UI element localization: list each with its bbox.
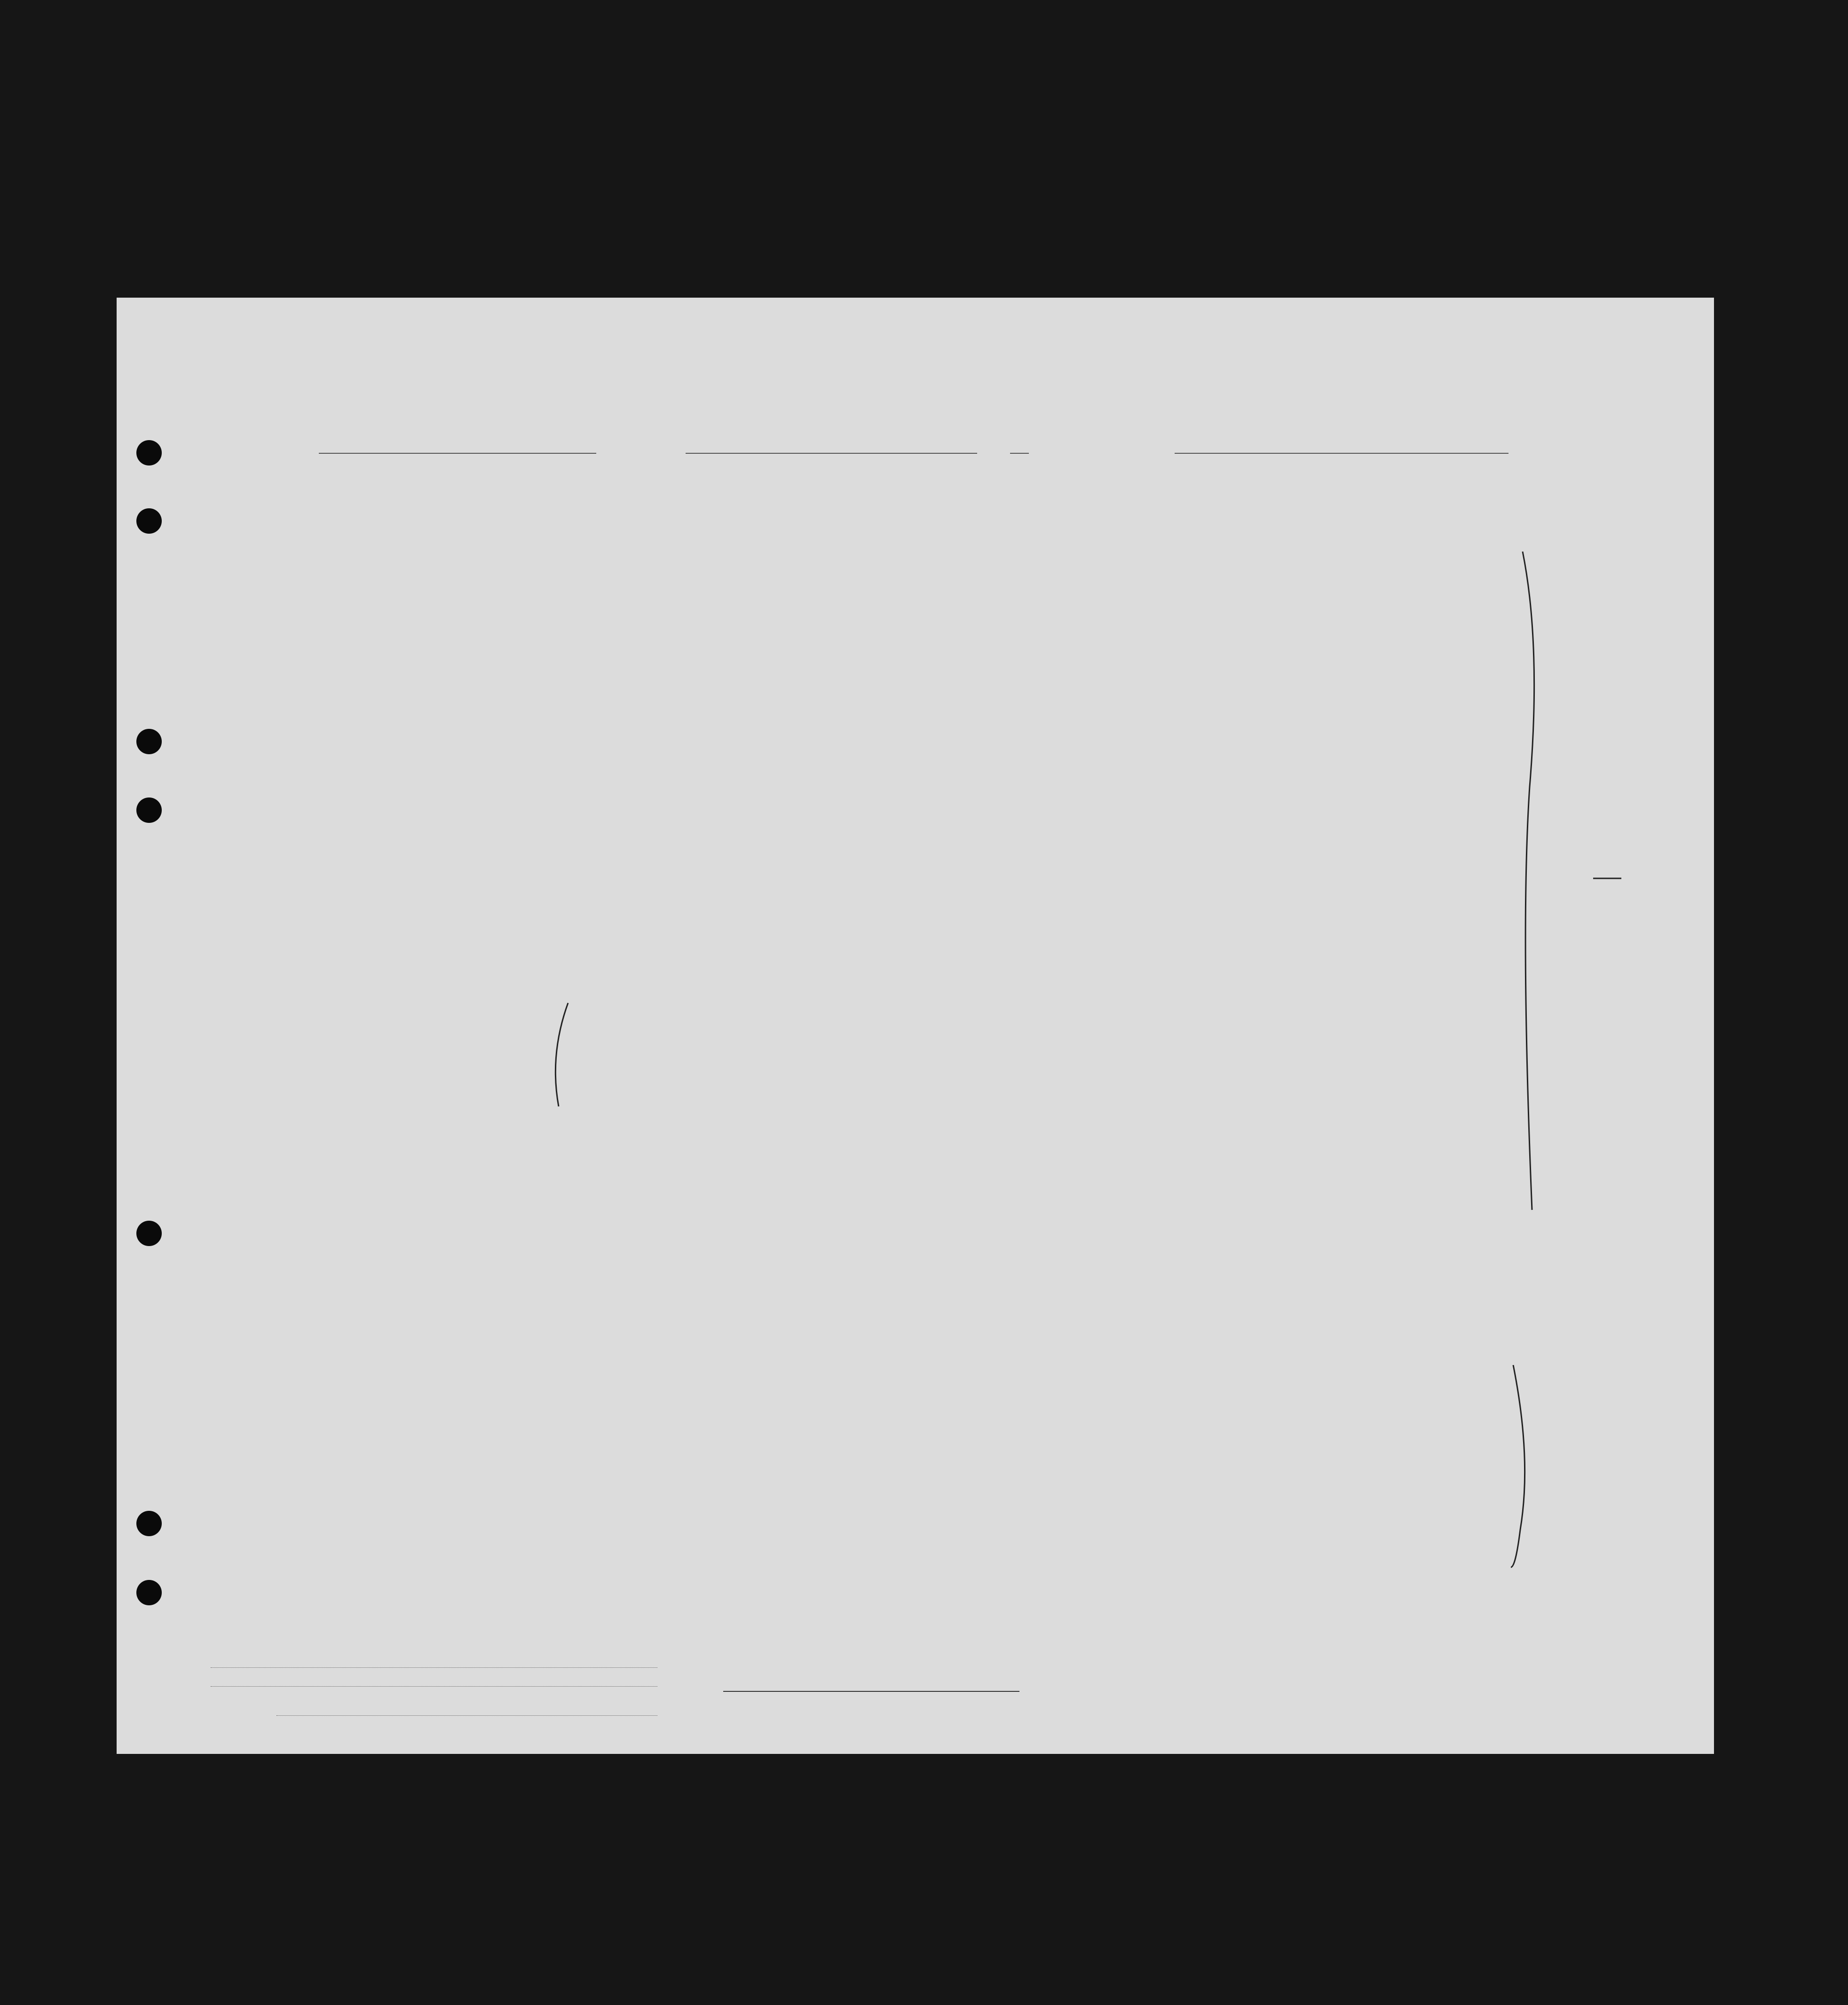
col-11-header bbox=[1057, 473, 1142, 482]
col-13-header bbox=[1231, 473, 1273, 482]
col-14-header bbox=[1276, 473, 1318, 482]
col-9-header bbox=[992, 473, 1020, 482]
col-3-header bbox=[267, 473, 573, 482]
manifest-table-grid bbox=[117, 298, 1714, 1697]
line-rule bbox=[211, 1667, 657, 1668]
owners-rule bbox=[211, 1686, 657, 1687]
col-5-header bbox=[653, 473, 747, 482]
agents-rule bbox=[276, 1715, 657, 1716]
signature-rule bbox=[723, 1691, 1019, 1692]
col-12-header bbox=[1146, 473, 1226, 482]
sheet-footer bbox=[117, 1697, 1714, 1754]
col-6-header bbox=[756, 473, 902, 481]
film-edge-marks bbox=[1270, 33, 1848, 61]
manifest-sheet bbox=[117, 298, 1714, 1697]
col-10-header bbox=[1022, 473, 1055, 482]
